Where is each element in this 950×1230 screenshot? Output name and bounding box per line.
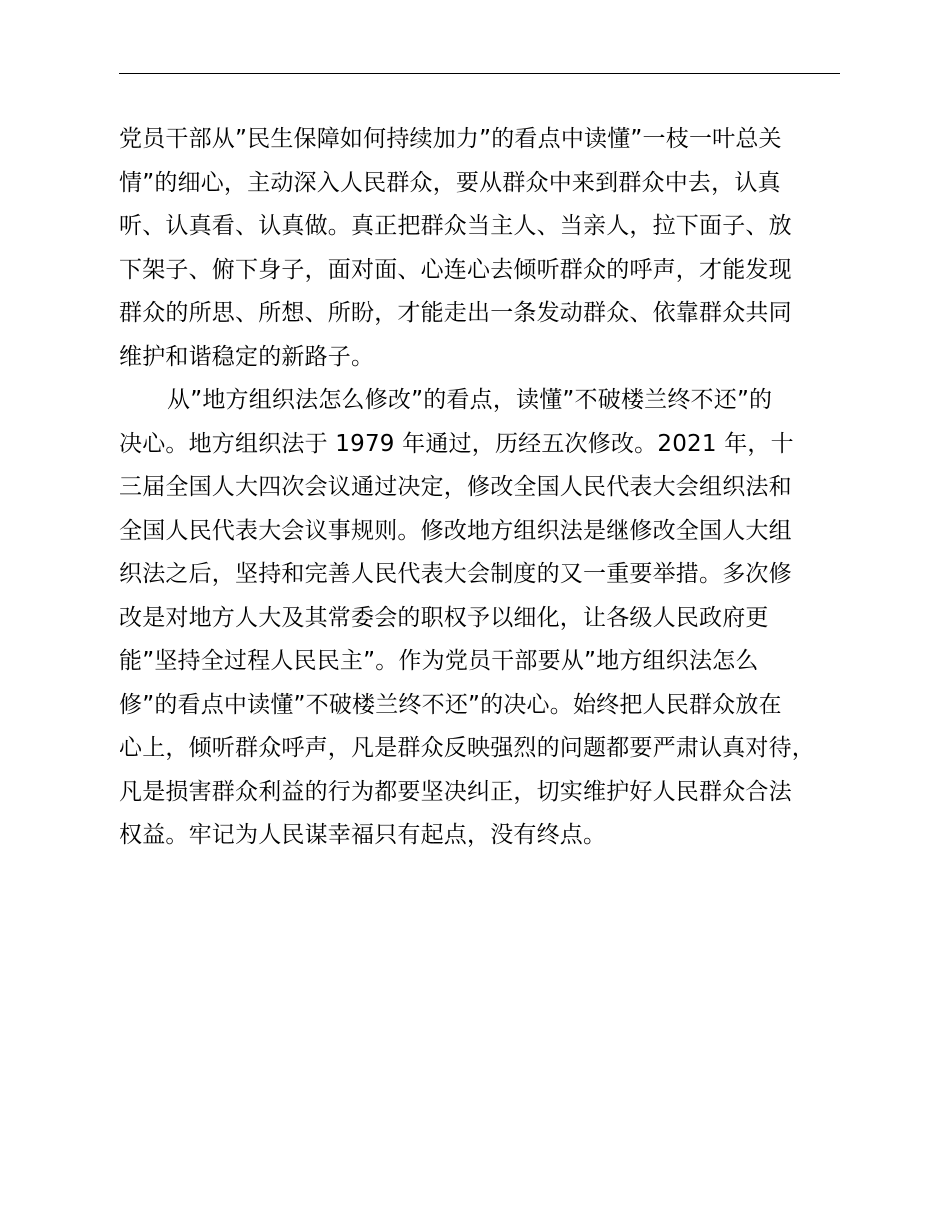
header-rule xyxy=(119,73,840,74)
text-line: 心上，倾听群众呼声，凡是群众反映强烈的问题都要严肃认真对待， xyxy=(119,735,815,761)
text-line: 改是对地方人大及其常委会的职权予以细化，让各级人民政府更 xyxy=(119,604,769,631)
text-line: 情”的细心，主动深入人民群众，要从群众中来到群众中去，认真 xyxy=(119,169,781,196)
text-line: 党员干部从”民生保障如何持续加力”的看点中读懂”一枝一叶总关 xyxy=(119,126,782,152)
text-line: 能”坚持全过程人民民主”。作为党员干部要从”地方组织法怎么 xyxy=(119,648,759,674)
text-line: 凡是损害群众利益的行为都要坚决纠正，切实维护好人民群众合法 xyxy=(119,778,792,805)
text-line: 群众的所思、所想、所盼，才能走出一条发动群众、依靠群众共同 xyxy=(119,300,792,326)
text-line: 权益。牢记为人民谋幸福只有起点，没有终点。 xyxy=(119,822,607,848)
text-line: 维护和谐稳定的新路子。 xyxy=(119,343,375,370)
paragraph-start-line: 从”地方组织法怎么修改”的看点，读懂”不破楼兰终不还”的 xyxy=(167,387,773,413)
text-line: 修”的看点中读懂”不破楼兰终不还”的决心。始终把人民群众放在 xyxy=(119,691,782,718)
text-line: 三届全国人大四次会议通过决定，修改全国人民代表大会组织法和 xyxy=(119,474,792,500)
text-line: 下架子、俯下身子，面对面、心连心去倾听群众的呼声，才能发现 xyxy=(119,256,792,283)
text-line: 决心。地方组织法于 1979 年通过，历经五次修改。2021 年，十 xyxy=(119,430,794,457)
text-line: 全国人民代表大会议事规则。修改地方组织法是继修改全国人大组 xyxy=(119,517,792,544)
document-body xyxy=(119,118,859,858)
text-line: 听、认真看、认真做。真正把群众当主人、当亲人，拉下面子、放 xyxy=(119,213,792,239)
text-line: 织法之后，坚持和完善人民代表大会制度的又一重要举措。多次修 xyxy=(119,561,792,587)
